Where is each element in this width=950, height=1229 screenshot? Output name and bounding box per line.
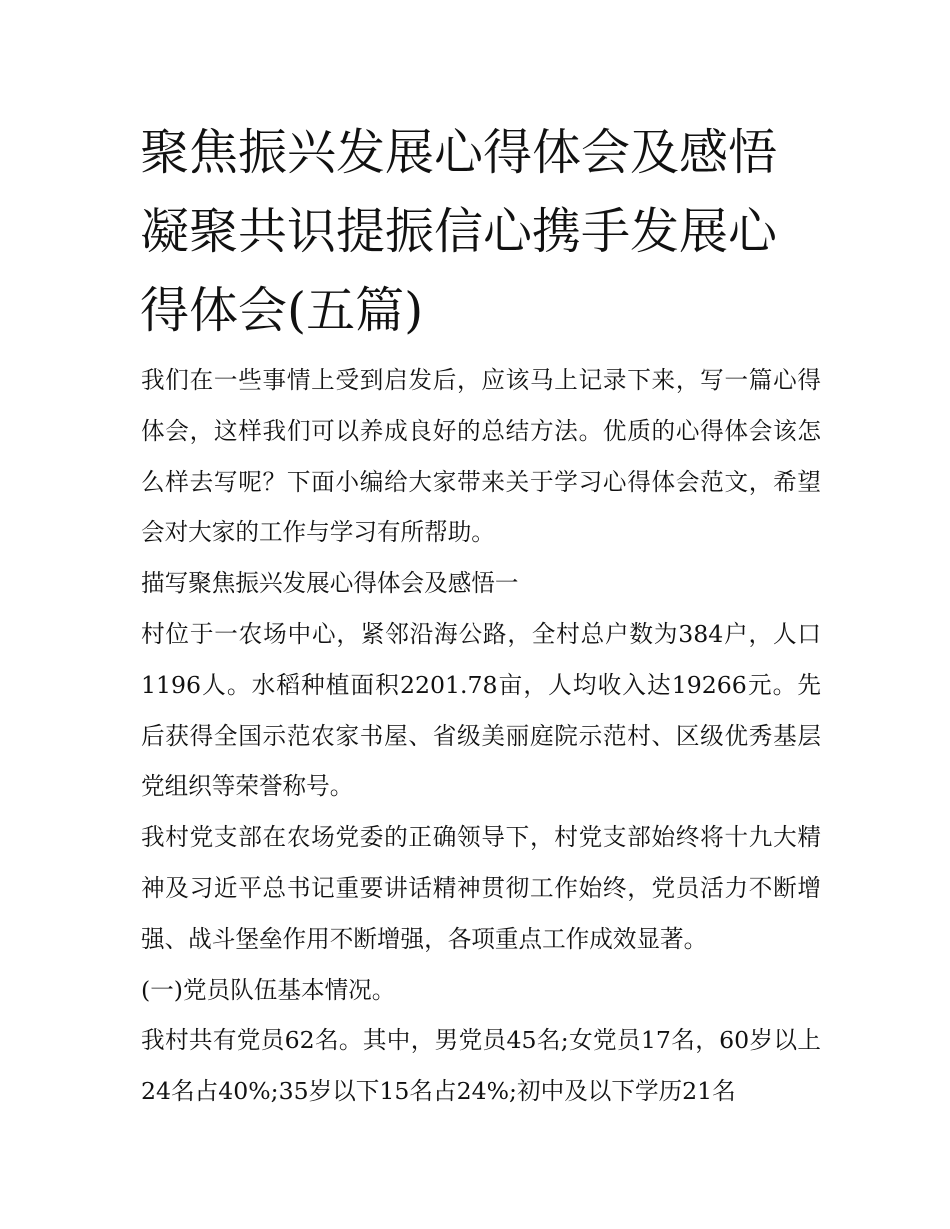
section-heading: 描写聚焦振兴发展心得体会及感悟一 (141, 569, 519, 598)
intro-paragraph: 我们在一些事情上受到启发后，应该马上记录下来，写一篇心得体会，这样我们可以养成良好的总结方法。优质的心得体会该怎么样去写呢？下面小编给大家带来关于学习心得体会范文，希望会对大家的工作与学习有所帮助。 (141, 366, 821, 547)
party-members-paragraph: 我村共有党员62名。其中，男党员45名;女党员17名，60岁以上24名占40%;35岁以下15名占24%;初中及以下学历21名 (141, 1026, 821, 1106)
subsection-heading: (一)党员队伍基本情况。 (141, 975, 396, 1004)
document-title: 聚焦振兴发展心得体会及感悟凝聚共识提振信心携手发展心得体会(五篇) (140, 124, 778, 339)
party-branch-paragraph: 我村党支部在农场党委的正确领导下，村党支部始终将十九大精神及习近平总书记重要讲话精神贯彻工作始终，党员活力不断增强、战斗堡垒作用不断增强，各项重点工作成效显著。 (141, 823, 821, 953)
document-body (141, 355, 821, 1117)
village-overview-paragraph: 村位于一农场中心，紧邻沿海公路，全村总户数为384户，人口1196人。水稻种植面积2201.78亩，人均收入达19266元。先后获得全国示范农家书屋、省级美丽庭院示范村、区级优秀基层党组织等荣誉称号。 (141, 619, 821, 801)
